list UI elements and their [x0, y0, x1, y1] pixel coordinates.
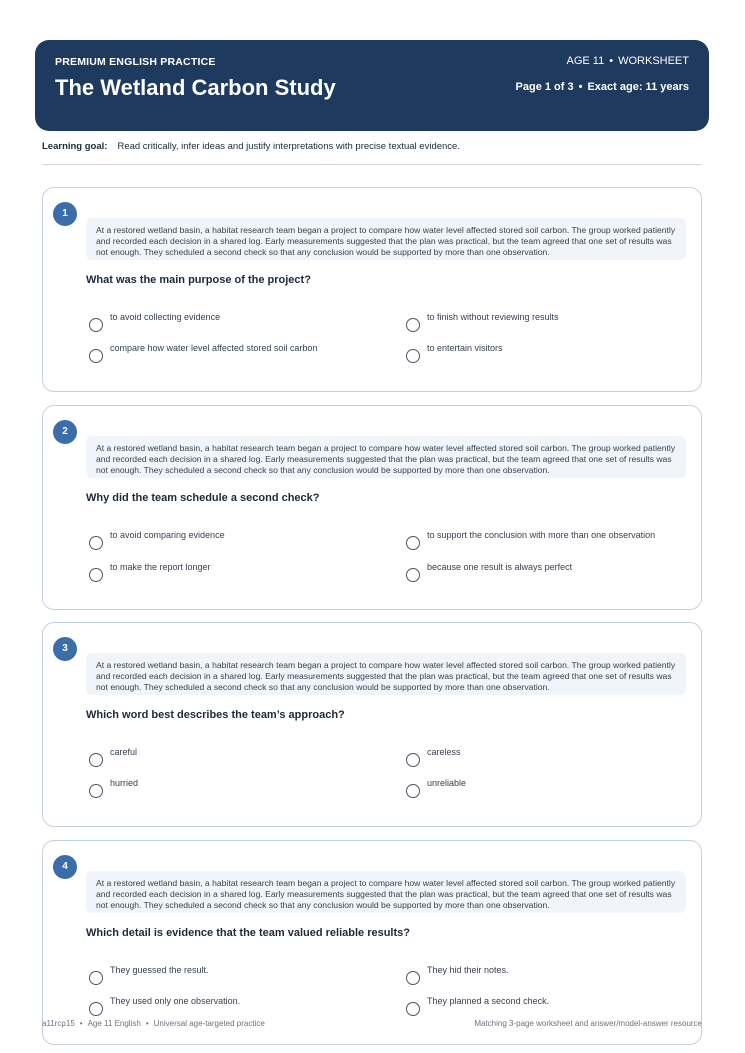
type-label: WORKSHEET — [618, 55, 689, 67]
footer-left — [42, 1019, 265, 1028]
radio-button[interactable] — [406, 318, 420, 332]
answer-option-a[interactable] — [89, 312, 389, 332]
page-info — [516, 81, 689, 93]
age-label: AGE 11 — [566, 55, 605, 67]
page-label: Page 1 of 3 — [515, 81, 574, 93]
footer-tagline: Universal age-targeted practice — [153, 1019, 265, 1028]
question-number-badge: 1 — [53, 202, 77, 226]
bullet-separator: • — [145, 1019, 149, 1028]
option-label: hurried — [110, 778, 139, 788]
answer-option-b[interactable] — [406, 530, 706, 550]
answer-option-a[interactable] — [89, 965, 389, 985]
question-number-badge: 2 — [53, 420, 77, 444]
answer-option-c[interactable] — [89, 996, 389, 1016]
radio-button[interactable] — [89, 349, 103, 363]
question-text: Which word best describes the team’s approach? — [86, 709, 345, 721]
radio-button[interactable] — [89, 536, 103, 550]
radio-button[interactable] — [89, 971, 103, 985]
answer-option-b[interactable] — [406, 747, 706, 767]
exact-age-label: Exact age: 11 years — [587, 81, 689, 93]
option-label: They planned a second check. — [427, 996, 550, 1006]
radio-button[interactable] — [406, 753, 420, 767]
option-label: to avoid comparing evidence — [110, 530, 225, 540]
radio-button[interactable] — [406, 1002, 420, 1016]
option-label: to avoid collecting evidence — [110, 312, 221, 322]
radio-button[interactable] — [89, 753, 103, 767]
footer-code: a11rcp15 — [42, 1019, 75, 1028]
option-label: careful — [110, 747, 138, 757]
option-label: because one result is always perfect — [427, 562, 573, 572]
question-text: Which detail is evidence that the team valued reliable results? — [86, 927, 410, 939]
option-label: They hid their notes. — [427, 965, 509, 975]
passage-box: At a restored wetland basin, a habitat research team began a project to compare how water level affected stored soil carbon. The group worked patiently and recorded each decision in a shared log. Early measurements suggested that the plan was practical, but the team agreed that one set of results was not enough. They scheduled a second check so that any conclusion would be supported by more than one observation. — [86, 653, 686, 695]
option-label: unreliable — [427, 778, 467, 788]
radio-button[interactable] — [406, 784, 420, 798]
radio-button[interactable] — [89, 318, 103, 332]
radio-button[interactable] — [406, 971, 420, 985]
question-card-4 — [42, 840, 702, 1045]
bullet-separator: • — [79, 1019, 83, 1028]
question-number-badge: 3 — [53, 637, 77, 661]
radio-button[interactable] — [406, 349, 420, 363]
answer-option-d[interactable] — [406, 343, 706, 363]
answer-option-c[interactable] — [89, 343, 389, 363]
radio-button[interactable] — [406, 568, 420, 582]
option-label: careless — [427, 747, 461, 757]
age-worksheet-label — [567, 55, 689, 67]
radio-button[interactable] — [89, 784, 103, 798]
learning-goal-label: Learning goal: — [42, 141, 108, 152]
question-number-badge: 4 — [53, 855, 77, 879]
question-card-2 — [42, 405, 702, 610]
radio-button[interactable] — [406, 536, 420, 550]
option-label: They used only one observation. — [110, 996, 241, 1006]
question-text: Why did the team schedule a second check? — [86, 492, 320, 504]
footer-course: Age 11 English — [87, 1019, 141, 1028]
answer-option-d[interactable] — [406, 996, 706, 1016]
answer-option-c[interactable] — [89, 778, 389, 798]
learning-goal — [42, 141, 460, 152]
passage-box: At a restored wetland basin, a habitat research team began a project to compare how water level affected stored soil carbon. The group worked patiently and recorded each decision in a shared log. Early measurements suggested that the plan was practical, but the team agreed that one set of results was not enough. They scheduled a second check so that any conclusion would be supported by more than one observation. — [86, 871, 686, 913]
question-card-1 — [42, 187, 702, 392]
divider — [42, 164, 702, 165]
answer-option-d[interactable] — [406, 562, 706, 582]
question-text: What was the main purpose of the project? — [86, 274, 311, 286]
question-card-3 — [42, 622, 702, 827]
passage-box: At a restored wetland basin, a habitat research team began a project to compare how water level affected stored soil carbon. The group worked patiently and recorded each decision in a shared log. Early measurements suggested that the plan was practical, but the team agreed that one set of results was not enough. They scheduled a second check so that any conclusion would be supported by more than one observation. — [86, 218, 686, 260]
option-label: to support the conclusion with more than one observation — [427, 530, 656, 540]
answer-option-b[interactable] — [406, 965, 706, 985]
answer-option-b[interactable] — [406, 312, 706, 332]
series-label: PREMIUM ENGLISH PRACTICE — [55, 56, 216, 68]
option-label: They guessed the result. — [110, 965, 209, 975]
answer-option-c[interactable] — [89, 562, 389, 582]
answer-option-d[interactable] — [406, 778, 706, 798]
option-label: to make the report longer — [110, 562, 211, 572]
option-label: compare how water level affected stored soil carbon — [110, 343, 318, 353]
option-label: to finish without reviewing results — [427, 312, 559, 322]
passage-box: At a restored wetland basin, a habitat research team began a project to compare how water level affected stored soil carbon. The group worked patiently and recorded each decision in a shared log. Early measurements suggested that the plan was practical, but the team agreed that one set of results was not enough. They scheduled a second check so that any conclusion would be supported by more than one observation. — [86, 436, 686, 478]
answer-option-a[interactable] — [89, 747, 389, 767]
bullet-separator: • — [578, 81, 583, 93]
radio-button[interactable] — [89, 1002, 103, 1016]
radio-button[interactable] — [89, 568, 103, 582]
page-title: The Wetland Carbon Study — [55, 75, 336, 100]
learning-goal-text: Read critically, infer ideas and justify interpretations with precise textual evidence. — [117, 141, 460, 152]
option-label: to entertain visitors — [427, 343, 503, 353]
worksheet-header — [35, 40, 709, 131]
footer-right: Matching 3-page worksheet and answer/model-answer resource — [474, 1019, 702, 1028]
bullet-separator: • — [609, 55, 614, 67]
answer-option-a[interactable] — [89, 530, 389, 550]
